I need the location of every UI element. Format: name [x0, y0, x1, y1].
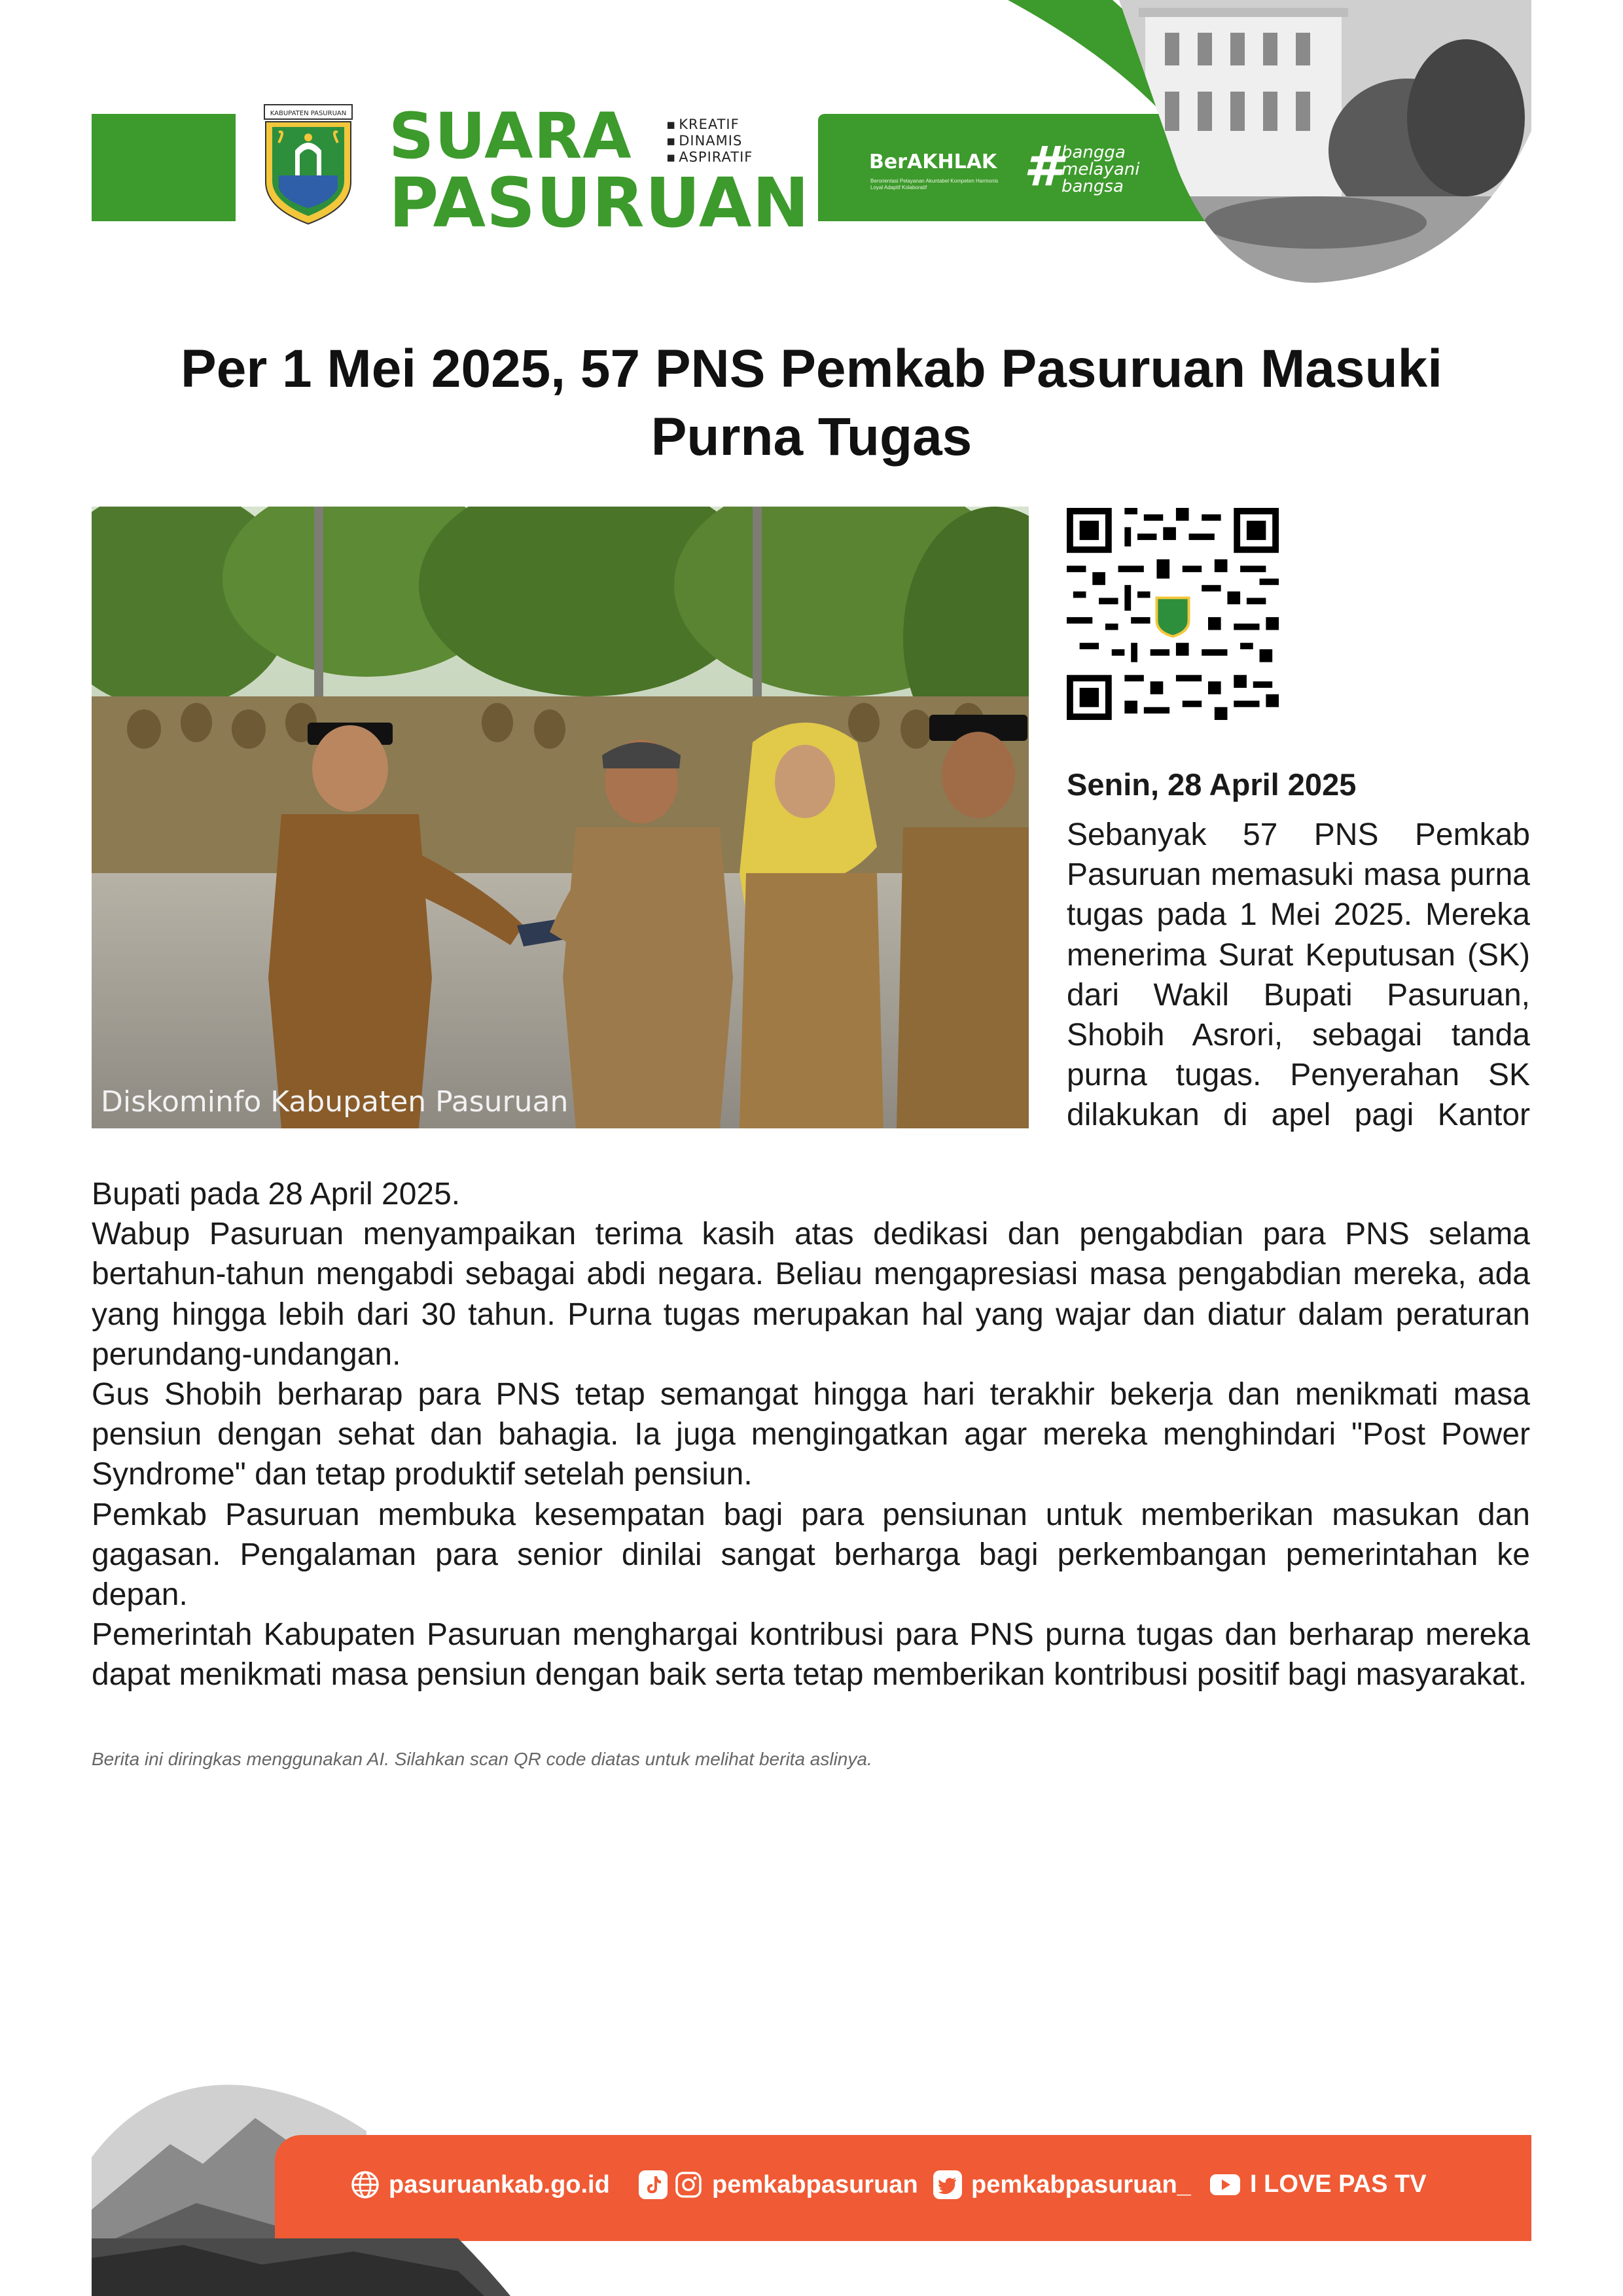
tagline-item: ▪ KREATIF	[666, 117, 753, 133]
hashtag-word: bangsa	[1061, 177, 1124, 196]
hashtag-word: bangga	[1061, 143, 1126, 162]
header-building-photo	[1008, 0, 1531, 288]
hashtag-icon: #	[1024, 134, 1062, 198]
footer-tiktok-instagram[interactable]	[639, 2170, 918, 2199]
instagram-icon	[674, 2170, 703, 2199]
qr-code-icon[interactable]	[1067, 508, 1279, 720]
hashtag-word: melayani	[1061, 160, 1140, 179]
tagline-item: ▪ ASPIRATIF	[666, 149, 753, 166]
tiktok-icon	[639, 2170, 668, 2199]
twitter-handle-text: pemkabpasuruan_	[971, 2170, 1191, 2198]
article-title: Per 1 Mei 2025, 57 PNS Pemkab Pasuruan Masuki Purna Tugas	[181, 339, 1442, 467]
article-body	[92, 1174, 1530, 1695]
brand-tagline	[666, 117, 753, 166]
youtube-icon	[1209, 2173, 1241, 2197]
article-paragraph: Pemerintah Kabupaten Pasuruan menghargai kontribusi para PNS purna tugas dan berharap mereka dapat menikmati masa pensiun dengan baik serta tetap memberikan kontribusi positif bagi masyarakat.	[92, 1617, 1530, 1693]
twitter-icon	[933, 2170, 962, 2199]
svg-text:KABUPATEN PASURUAN: KABUPATEN PASURUAN	[270, 110, 347, 117]
footer-twitter[interactable]	[933, 2170, 1191, 2199]
article-paragraph: Wabup Pasuruan menyampaikan terima kasih atas dedikasi dan pengabdian para PNS selama bertahun-tahun mengabdi sebagai abdi negara. Beliau mengapresiasi masa pengabdian mereka, ada yang hingga lebih dari 30 tahun. Purna tugas merupakan hal yang wajar dan diatur dalam peraturan perundang-undangan.	[92, 1217, 1530, 1372]
article-paragraph: Pemkab Pasuruan membuka kesempatan bagi para pensiunan untuk memberikan masukan dan gagasan. Pengalaman para senior dinilai sangat berharga bagi perkembangan pemerintahan ke depan.	[92, 1497, 1530, 1613]
youtube-channel-text: I LOVE PAS TV	[1250, 2170, 1427, 2198]
footer-website[interactable]	[351, 2170, 610, 2199]
berakhlak-logo: BerAKHLAK	[869, 151, 997, 173]
footer-youtube[interactable]	[1209, 2170, 1427, 2198]
article-lead: Sebanyak 57 PNS Pemkab Pasuruan memasuki masa purna tugas pada 1 Mei 2025. Mereka menerima Surat Keputusan (SK) dari Wakil Bupati Pasuruan, Shobih Asrori, sebagai tanda purna tugas. Penyerahan SK dilakukan di apel pagi Kantor	[1067, 817, 1530, 1133]
header-left-block	[92, 114, 236, 221]
brand-line-1: SUARA	[389, 99, 632, 173]
tagline-item: ▪ DINAMIS	[666, 133, 753, 149]
brand-line-2: PASURUAN	[389, 163, 810, 243]
photo-credit	[92, 1075, 1029, 1128]
instagram-handle-text: pemkabpasuruan	[712, 2170, 918, 2198]
photo-credit-text: Diskominfo Kabupaten Pasuruan	[101, 1085, 569, 1119]
article-lead-continued: Bupati pada 28 April 2025.	[92, 1177, 461, 1211]
pasuruan-crest-icon	[259, 103, 357, 225]
globe-icon	[351, 2170, 380, 2199]
website-text: pasuruankab.go.id	[389, 2170, 610, 2198]
article-paragraph: Gus Shobih berharap para PNS tetap semangat hingga hari terakhir bekerja dan menikmati masa pensiun dengan sehat dan bahagia. Ia juga mengingatkan agar mereka menghindari "Post Power Syndrome" dan tetap produktif setelah pensiun.	[92, 1377, 1530, 1492]
article-date: Senin, 28 April 2025	[1067, 767, 1357, 802]
footer-landscape-photo	[92, 2238, 510, 2296]
berakhlak-subtitle: Berorientasi Pelayanan Akuntabel Kompeten Harmonis Loyal Adaptif Kolaboratif	[870, 178, 999, 190]
article-photo	[92, 507, 1029, 1128]
ai-summary-note: Berita ini diringkas menggunakan AI. Silahkan scan QR code diatas untuk melihat berita aslinya.	[92, 1749, 872, 1769]
